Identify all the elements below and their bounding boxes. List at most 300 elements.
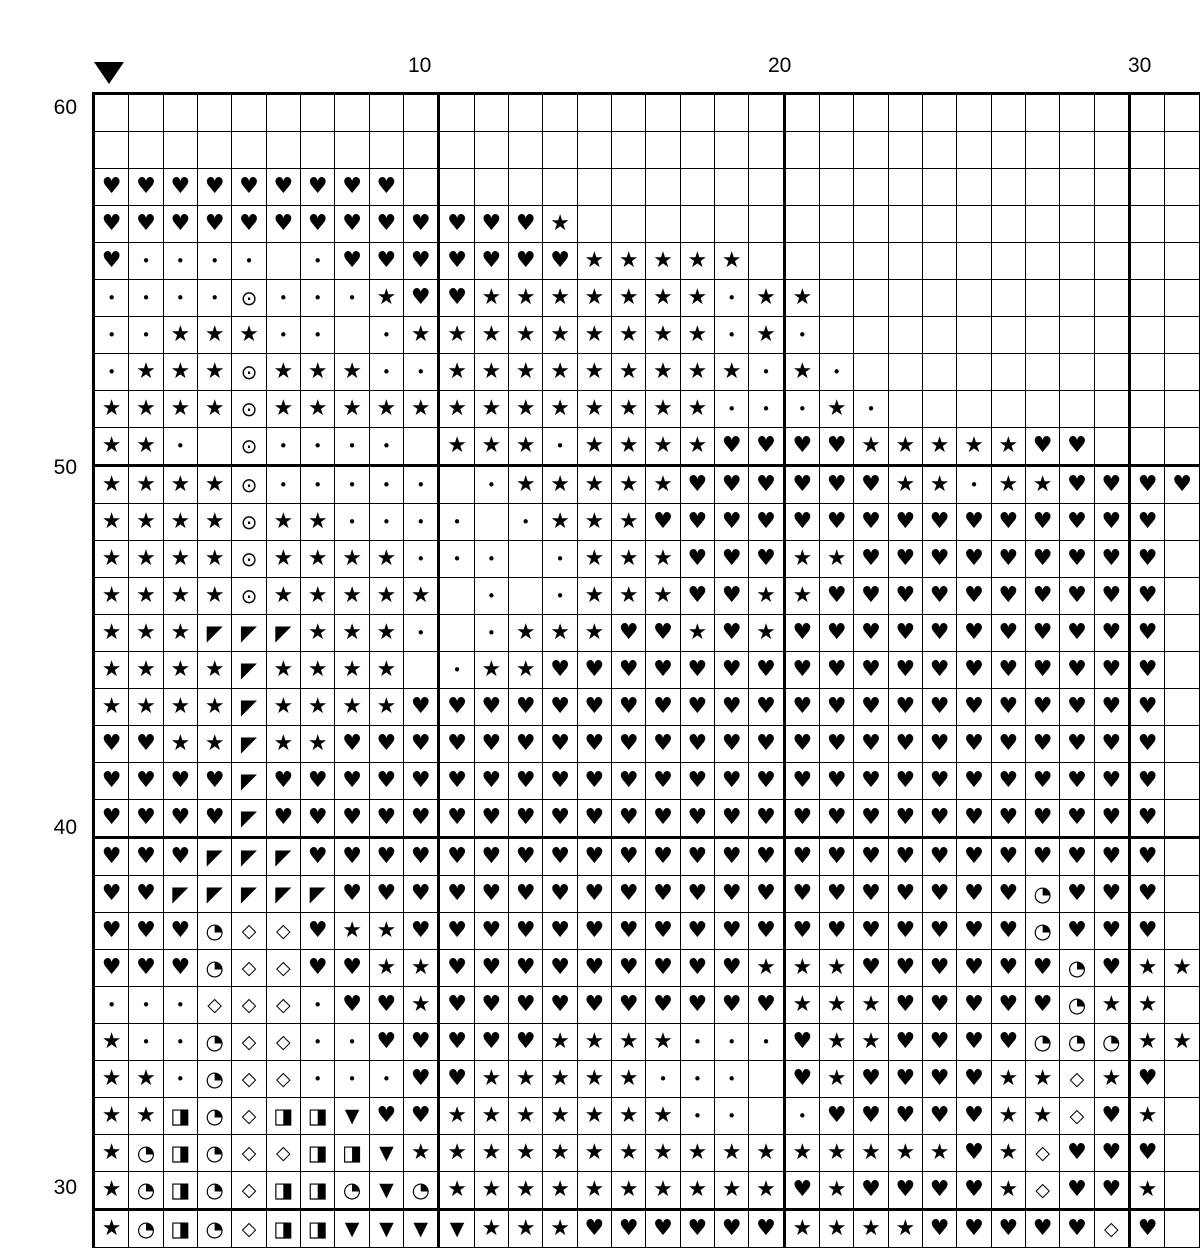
grid-cell[interactable] [369,763,403,800]
grid-cell[interactable] [266,94,300,132]
grid-cell[interactable] [1129,876,1164,913]
grid-cell[interactable] [129,652,163,689]
grid-cell[interactable] [646,689,680,726]
grid-cell[interactable] [923,94,957,132]
grid-cell[interactable] [923,428,957,466]
grid-cell[interactable] [509,132,543,169]
grid-cell[interactable] [163,354,197,391]
grid-cell[interactable] [94,689,129,726]
grid-cell[interactable] [439,354,474,391]
grid-cell[interactable] [1025,578,1059,615]
grid-cell[interactable] [854,1024,888,1061]
grid-cell[interactable] [991,876,1025,913]
grid-cell[interactable] [404,1061,439,1098]
grid-cell[interactable] [129,428,163,466]
grid-cell[interactable] [335,206,369,243]
grid-cell[interactable] [474,132,508,169]
grid-cell[interactable] [1165,578,1200,615]
grid-cell[interactable] [991,317,1025,354]
grid-cell[interactable] [957,987,991,1024]
grid-cell[interactable] [957,876,991,913]
grid-cell[interactable] [888,1061,922,1098]
grid-cell[interactable] [749,243,784,280]
grid-cell[interactable] [680,689,714,726]
grid-cell[interactable] [474,243,508,280]
grid-cell[interactable] [680,876,714,913]
grid-cell[interactable] [543,504,577,541]
grid-cell[interactable] [680,391,714,428]
grid-cell[interactable] [232,541,266,578]
grid-cell[interactable] [129,206,163,243]
grid-cell[interactable] [94,838,129,876]
grid-cell[interactable] [749,428,784,466]
grid-cell[interactable] [163,169,197,206]
grid-cell[interactable] [749,987,784,1024]
grid-cell[interactable] [404,1210,439,1248]
grid-cell[interactable] [509,987,543,1024]
grid-cell[interactable] [474,206,508,243]
grid-cell[interactable] [301,726,335,763]
grid-cell[interactable] [1025,466,1059,504]
grid-cell[interactable] [1094,169,1129,206]
grid-cell[interactable] [957,1210,991,1248]
grid-cell[interactable] [820,1061,854,1098]
grid-cell[interactable] [474,578,508,615]
grid-cell[interactable] [1129,615,1164,652]
grid-cell[interactable] [1094,800,1129,838]
grid-cell[interactable] [1129,1172,1164,1210]
grid-cell[interactable] [715,169,749,206]
grid-cell[interactable] [439,428,474,466]
grid-cell[interactable] [612,689,646,726]
grid-cell[interactable] [1165,987,1200,1024]
grid-cell[interactable] [1129,950,1164,987]
grid-cell[interactable] [301,206,335,243]
grid-cell[interactable] [509,466,543,504]
grid-cell[interactable] [266,838,300,876]
grid-cell[interactable] [266,800,300,838]
grid-cell[interactable] [1129,94,1164,132]
grid-cell[interactable] [129,391,163,428]
grid-cell[interactable] [923,1098,957,1135]
grid-cell[interactable] [1094,689,1129,726]
grid-cell[interactable] [854,504,888,541]
grid-cell[interactable] [991,689,1025,726]
grid-cell[interactable] [784,838,819,876]
grid-cell[interactable] [854,726,888,763]
grid-cell[interactable] [543,1210,577,1248]
grid-cell[interactable] [1025,541,1059,578]
grid-cell[interactable] [1129,838,1164,876]
grid-cell[interactable] [94,800,129,838]
grid-cell[interactable] [749,689,784,726]
grid-cell[interactable] [923,950,957,987]
grid-cell[interactable] [1129,428,1164,466]
grid-cell[interactable] [715,1061,749,1098]
grid-cell[interactable] [232,652,266,689]
grid-cell[interactable] [163,950,197,987]
grid-cell[interactable] [301,354,335,391]
grid-cell[interactable] [888,652,922,689]
grid-cell[interactable] [509,504,543,541]
grid-cell[interactable] [266,913,300,950]
grid-cell[interactable] [680,206,714,243]
grid-cell[interactable] [784,1172,819,1210]
grid-cell[interactable] [94,1135,129,1172]
grid-cell[interactable] [646,132,680,169]
grid-cell[interactable] [1129,132,1164,169]
grid-cell[interactable] [404,689,439,726]
grid-cell[interactable] [266,726,300,763]
grid-cell[interactable] [680,1061,714,1098]
grid-cell[interactable] [369,280,403,317]
grid-cell[interactable] [369,1135,403,1172]
grid-cell[interactable] [474,652,508,689]
grid-cell[interactable] [784,615,819,652]
grid-cell[interactable] [680,354,714,391]
grid-cell[interactable] [94,615,129,652]
grid-cell[interactable] [957,206,991,243]
grid-cell[interactable] [957,1061,991,1098]
grid-cell[interactable] [646,838,680,876]
grid-cell[interactable] [854,1098,888,1135]
grid-cell[interactable] [301,132,335,169]
grid-cell[interactable] [715,541,749,578]
grid-cell[interactable] [854,763,888,800]
grid-cell[interactable] [1025,726,1059,763]
grid-cell[interactable] [1165,876,1200,913]
grid-cell[interactable] [854,243,888,280]
grid-cell[interactable] [1129,541,1164,578]
grid-cell[interactable] [94,243,129,280]
grid-cell[interactable] [474,1061,508,1098]
grid-cell[interactable] [129,466,163,504]
grid-cell[interactable] [612,169,646,206]
grid-cell[interactable] [266,1061,300,1098]
grid-cell[interactable] [404,1024,439,1061]
grid-cell[interactable] [301,1210,335,1248]
grid-cell[interactable] [509,317,543,354]
grid-cell[interactable] [1060,1098,1094,1135]
grid-cell[interactable] [854,541,888,578]
grid-cell[interactable] [646,94,680,132]
grid-cell[interactable] [854,169,888,206]
grid-cell[interactable] [715,913,749,950]
grid-cell[interactable] [543,578,577,615]
grid-cell[interactable] [854,689,888,726]
grid-cell[interactable] [923,838,957,876]
grid-cell[interactable] [1165,1210,1200,1248]
grid-cell[interactable] [232,1061,266,1098]
grid-cell[interactable] [232,1024,266,1061]
grid-cell[interactable] [94,391,129,428]
grid-cell[interactable] [646,317,680,354]
grid-cell[interactable] [404,950,439,987]
grid-cell[interactable] [991,94,1025,132]
grid-cell[interactable] [301,243,335,280]
grid-cell[interactable] [163,466,197,504]
grid-cell[interactable] [1129,1061,1164,1098]
grid-cell[interactable] [335,1098,369,1135]
grid-cell[interactable] [335,280,369,317]
grid-cell[interactable] [888,578,922,615]
grid-cell[interactable] [1129,652,1164,689]
grid-cell[interactable] [509,428,543,466]
grid-cell[interactable] [784,652,819,689]
grid-cell[interactable] [163,726,197,763]
grid-cell[interactable] [646,504,680,541]
grid-cell[interactable] [991,800,1025,838]
grid-cell[interactable] [1165,504,1200,541]
grid-cell[interactable] [957,317,991,354]
grid-cell[interactable] [854,428,888,466]
grid-cell[interactable] [1060,206,1094,243]
grid-cell[interactable] [957,391,991,428]
grid-cell[interactable] [509,94,543,132]
grid-cell[interactable] [509,652,543,689]
grid-cell[interactable] [439,763,474,800]
grid-cell[interactable] [1060,578,1094,615]
grid-cell[interactable] [301,466,335,504]
grid-cell[interactable] [680,541,714,578]
grid-cell[interactable] [404,466,439,504]
grid-cell[interactable] [577,243,611,280]
grid-cell[interactable] [129,504,163,541]
grid-cell[interactable] [1025,169,1059,206]
grid-cell[interactable] [509,354,543,391]
grid-cell[interactable] [957,726,991,763]
grid-cell[interactable] [301,504,335,541]
grid-cell[interactable] [577,838,611,876]
grid-cell[interactable] [474,913,508,950]
grid-cell[interactable] [1025,1024,1059,1061]
grid-cell[interactable] [439,726,474,763]
grid-cell[interactable] [94,354,129,391]
grid-cell[interactable] [163,243,197,280]
grid-cell[interactable] [1060,132,1094,169]
grid-cell[interactable] [163,391,197,428]
grid-cell[interactable] [335,800,369,838]
grid-cell[interactable] [198,726,232,763]
grid-cell[interactable] [1025,280,1059,317]
grid-cell[interactable] [232,391,266,428]
grid-cell[interactable] [1060,987,1094,1024]
grid-cell[interactable] [94,132,129,169]
grid-cell[interactable] [163,206,197,243]
grid-cell[interactable] [232,800,266,838]
grid-cell[interactable] [680,317,714,354]
grid-cell[interactable] [369,317,403,354]
grid-cell[interactable] [784,132,819,169]
grid-cell[interactable] [1060,243,1094,280]
grid-cell[interactable] [369,243,403,280]
grid-cell[interactable] [369,876,403,913]
grid-cell[interactable] [198,838,232,876]
grid-cell[interactable] [1129,689,1164,726]
grid-cell[interactable] [1094,1061,1129,1098]
grid-cell[interactable] [404,652,439,689]
grid-cell[interactable] [715,1172,749,1210]
grid-cell[interactable] [646,466,680,504]
grid-cell[interactable] [94,280,129,317]
grid-cell[interactable] [129,1024,163,1061]
grid-cell[interactable] [612,1172,646,1210]
grid-cell[interactable] [923,1135,957,1172]
grid-cell[interactable] [163,541,197,578]
grid-cell[interactable] [439,280,474,317]
grid-cell[interactable] [1165,428,1200,466]
grid-cell[interactable] [784,169,819,206]
grid-cell[interactable] [820,689,854,726]
grid-cell[interactable] [474,541,508,578]
grid-cell[interactable] [266,689,300,726]
grid-cell[interactable] [335,763,369,800]
grid-cell[interactable] [335,354,369,391]
grid-cell[interactable] [957,913,991,950]
grid-cell[interactable] [854,1172,888,1210]
grid-cell[interactable] [888,317,922,354]
grid-cell[interactable] [1094,541,1129,578]
grid-cell[interactable] [543,541,577,578]
grid-cell[interactable] [749,1061,784,1098]
grid-cell[interactable] [1165,1172,1200,1210]
grid-cell[interactable] [129,1098,163,1135]
grid-cell[interactable] [612,1024,646,1061]
grid-cell[interactable] [680,1172,714,1210]
grid-cell[interactable] [715,243,749,280]
grid-cell[interactable] [198,132,232,169]
grid-cell[interactable] [232,876,266,913]
grid-cell[interactable] [923,689,957,726]
grid-cell[interactable] [854,876,888,913]
grid-cell[interactable] [335,1172,369,1210]
grid-cell[interactable] [749,838,784,876]
grid-cell[interactable] [1025,317,1059,354]
grid-cell[interactable] [232,726,266,763]
grid-cell[interactable] [509,763,543,800]
grid-cell[interactable] [715,428,749,466]
grid-cell[interactable] [991,354,1025,391]
grid-cell[interactable] [439,615,474,652]
grid-cell[interactable] [301,1098,335,1135]
grid-cell[interactable] [888,726,922,763]
grid-cell[interactable] [749,578,784,615]
grid-cell[interactable] [474,950,508,987]
grid-cell[interactable] [198,763,232,800]
grid-cell[interactable] [163,1172,197,1210]
grid-cell[interactable] [198,466,232,504]
grid-cell[interactable] [129,615,163,652]
grid-cell[interactable] [991,1098,1025,1135]
grid-cell[interactable] [543,913,577,950]
grid-cell[interactable] [1129,1098,1164,1135]
grid-cell[interactable] [163,1135,197,1172]
grid-cell[interactable] [198,1024,232,1061]
grid-cell[interactable] [439,1098,474,1135]
grid-cell[interactable] [301,987,335,1024]
grid-cell[interactable] [784,1210,819,1248]
grid-cell[interactable] [991,987,1025,1024]
grid-cell[interactable] [784,541,819,578]
grid-cell[interactable] [232,1098,266,1135]
grid-cell[interactable] [1094,1210,1129,1248]
grid-cell[interactable] [1094,243,1129,280]
grid-cell[interactable] [474,391,508,428]
grid-cell[interactable] [1060,876,1094,913]
grid-cell[interactable] [784,1061,819,1098]
grid-cell[interactable] [749,466,784,504]
grid-cell[interactable] [680,726,714,763]
grid-cell[interactable] [991,913,1025,950]
grid-cell[interactable] [163,280,197,317]
grid-cell[interactable] [1129,987,1164,1024]
grid-cell[interactable] [854,317,888,354]
grid-cell[interactable] [1094,726,1129,763]
grid-cell[interactable] [369,466,403,504]
grid-cell[interactable] [369,541,403,578]
grid-cell[interactable] [266,206,300,243]
grid-cell[interactable] [232,578,266,615]
grid-cell[interactable] [1129,1210,1164,1248]
grid-cell[interactable] [266,1098,300,1135]
grid-cell[interactable] [888,206,922,243]
grid-cell[interactable] [509,1172,543,1210]
grid-cell[interactable] [232,615,266,652]
grid-cell[interactable] [543,615,577,652]
grid-cell[interactable] [404,428,439,466]
grid-cell[interactable] [820,317,854,354]
grid-cell[interactable] [854,132,888,169]
grid-cell[interactable] [715,206,749,243]
grid-cell[interactable] [923,317,957,354]
grid-cell[interactable] [543,987,577,1024]
grid-cell[interactable] [888,1135,922,1172]
grid-cell[interactable] [991,504,1025,541]
grid-cell[interactable] [957,428,991,466]
grid-cell[interactable] [163,132,197,169]
grid-cell[interactable] [404,94,439,132]
grid-cell[interactable] [369,726,403,763]
grid-cell[interactable] [129,541,163,578]
grid-cell[interactable] [923,800,957,838]
grid-cell[interactable] [1025,1135,1059,1172]
grid-cell[interactable] [439,391,474,428]
grid-cell[interactable] [820,206,854,243]
grid-cell[interactable] [301,689,335,726]
grid-cell[interactable] [784,280,819,317]
grid-cell[interactable] [198,913,232,950]
grid-cell[interactable] [543,1135,577,1172]
grid-cell[interactable] [369,1210,403,1248]
grid-cell[interactable] [749,913,784,950]
grid-cell[interactable] [198,800,232,838]
grid-cell[interactable] [715,466,749,504]
grid-cell[interactable] [991,578,1025,615]
grid-cell[interactable] [820,132,854,169]
grid-cell[interactable] [301,280,335,317]
grid-cell[interactable] [991,206,1025,243]
grid-cell[interactable] [266,354,300,391]
grid-cell[interactable] [1025,652,1059,689]
grid-cell[interactable] [1025,94,1059,132]
grid-cell[interactable] [612,94,646,132]
grid-cell[interactable] [439,913,474,950]
grid-cell[interactable] [612,243,646,280]
grid-cell[interactable] [198,541,232,578]
grid-cell[interactable] [612,615,646,652]
grid-cell[interactable] [335,1024,369,1061]
grid-cell[interactable] [163,763,197,800]
